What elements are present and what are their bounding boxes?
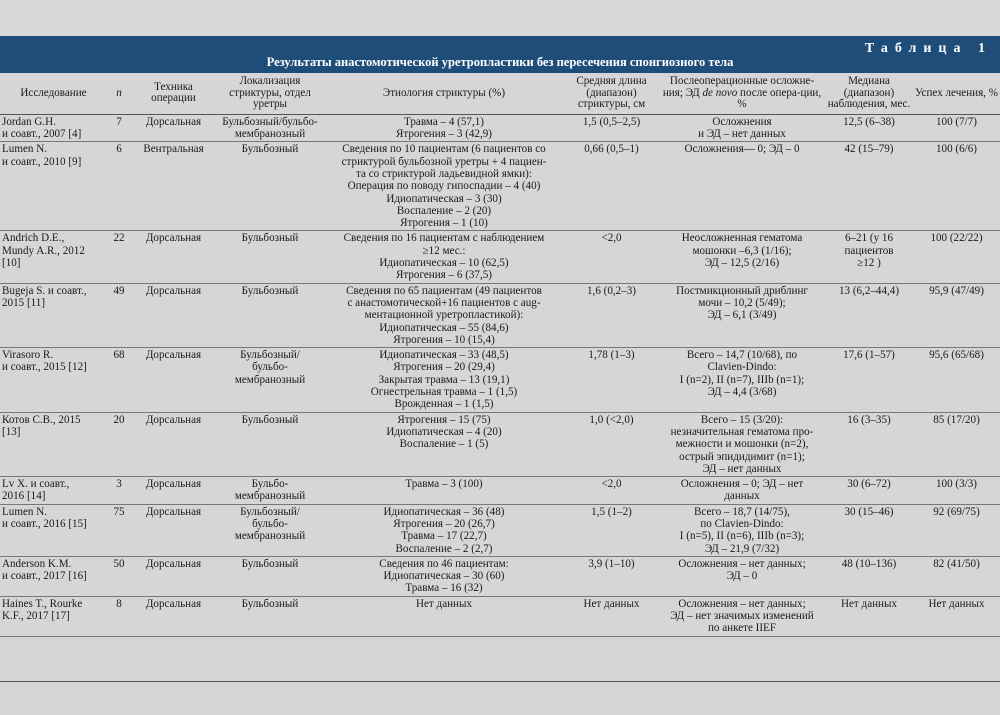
table-row xyxy=(0,231,1000,283)
cell-line: по Clavien-Dindo: xyxy=(700,517,784,530)
header-technique: Техника операции xyxy=(131,73,216,114)
cell-line: по анкете IIEF xyxy=(707,622,777,635)
cell-etiology xyxy=(324,231,564,283)
cell-line: и ЭД – нет данных xyxy=(698,128,786,141)
cell-line: острый эпидидимит (n=1); xyxy=(679,450,805,463)
cell-location xyxy=(216,348,324,412)
cell-line: Jordan G.H. xyxy=(2,115,56,128)
cell-line: Осложнения – 0; ЭД – нет xyxy=(680,478,804,491)
cell-etiology xyxy=(324,142,564,231)
cell-line: Всего – 15 (3/20): xyxy=(700,413,784,426)
cell-study xyxy=(0,114,107,142)
results-table-container xyxy=(0,73,1000,637)
header-n xyxy=(107,73,131,114)
cell-success: 100 (3/3) xyxy=(936,478,977,491)
cell-etiology xyxy=(324,596,564,636)
cell-line: 48 (10–136) xyxy=(841,557,897,570)
cell-study xyxy=(0,348,107,412)
cell-technique: Дорсальная xyxy=(145,597,202,610)
cell-median xyxy=(825,142,913,231)
table-number-label: Таблица 1 xyxy=(864,41,992,56)
results-table xyxy=(0,73,1000,637)
cell-complications xyxy=(659,114,825,142)
cell-line: Clavien-Dindo: xyxy=(707,361,777,374)
cell-n: 68 xyxy=(113,349,125,362)
cell-etiology xyxy=(324,504,564,556)
cell-line: Огнестрельная травма – 1 (1,5) xyxy=(370,386,518,399)
cell-success: 92 (69/75) xyxy=(933,505,980,518)
cell-location xyxy=(216,596,324,636)
cell-line: пациентов xyxy=(844,244,894,257)
cell-line: Ятрогения – 6 (37,5) xyxy=(396,269,492,282)
cell-n: 8 xyxy=(116,597,122,610)
cell-line: Воспаление – 2 (20) xyxy=(396,204,492,217)
table-title: Результаты анастомотической уретропластики без пересечения спонгиозного тела xyxy=(266,55,734,69)
cell-line: ЭД – 4,4 (3/68) xyxy=(707,386,777,399)
cell-n: 75 xyxy=(113,505,125,518)
cell-line: Ятрогения – 15 (75) xyxy=(397,413,491,426)
cell-line: Идиопатическая – 10 (62,5) xyxy=(379,257,509,270)
cell-median xyxy=(825,231,913,283)
cell-line: Бульбозный/ xyxy=(240,349,300,362)
cell-line: Bugeja S. и соавт., xyxy=(2,284,87,297)
cell-location xyxy=(216,114,324,142)
table-row xyxy=(0,283,1000,347)
cell-line: ЭД – 21,9 (7/32) xyxy=(704,542,780,555)
cell-complications xyxy=(659,596,825,636)
cell-success: 100 (22/22) xyxy=(930,232,983,245)
cell-line: ≥12 ) xyxy=(857,257,881,270)
cell-line: Бульбозный/ xyxy=(240,505,300,518)
cell-line: [13] xyxy=(2,425,21,438)
cell-line: Травма – 3 (100) xyxy=(405,478,483,491)
cell-median xyxy=(825,504,913,556)
cell-line: мочи – 10,2 (5/49); xyxy=(698,296,786,309)
cell-study xyxy=(0,412,107,476)
cell-line: Mundy A.R., 2012 xyxy=(2,244,85,257)
table-row xyxy=(0,142,1000,231)
cell-median xyxy=(825,556,913,596)
cell-n: 20 xyxy=(113,413,125,426)
cell-line: ЭД – нет данных xyxy=(702,462,782,475)
cell-line: мошонки –6,3 (1/16); xyxy=(692,244,792,257)
cell-line: 2016 [14] xyxy=(2,490,46,503)
cell-length: 1,6 (0,2–3) xyxy=(587,284,636,297)
cell-line: Haines T., Rourke xyxy=(2,597,83,610)
cell-line: Нет данных xyxy=(416,597,472,610)
cell-line: мембранозный xyxy=(234,490,306,503)
header-n-text: n xyxy=(116,86,122,99)
cell-line: Ятрогения – 3 (42,9) xyxy=(396,128,492,141)
header-location: Локализация стриктуры, отдел уретры xyxy=(216,73,324,114)
table-header-row xyxy=(0,73,1000,114)
header-success: Успех лечения, % xyxy=(913,73,1000,114)
cell-technique: Дорсальная xyxy=(145,557,202,570)
cell-line: Бульбозный xyxy=(241,143,299,156)
cell-line: межности и мошонки (n=2), xyxy=(675,438,809,451)
cell-line: Бульбозный xyxy=(241,232,299,245)
cell-line: Закрытая травма – 13 (19,1) xyxy=(378,373,510,386)
cell-study xyxy=(0,504,107,556)
cell-line: I (n=5), II (n=6), IIIb (n=3); xyxy=(679,530,805,543)
cell-line: Врожденная – 1 (1,5) xyxy=(394,398,494,411)
table-row xyxy=(0,114,1000,142)
cell-line: 13 (6,2–44,4) xyxy=(838,284,900,297)
cell-line: Сведения по 65 пациентам (49 пациентов xyxy=(346,284,542,297)
cell-line: и соавт., 2017 [16] xyxy=(2,570,87,583)
cell-study xyxy=(0,283,107,347)
cell-line: 42 (15–79) xyxy=(844,143,894,156)
cell-n: 3 xyxy=(116,478,122,491)
cell-line: ментационной уретропластикой): xyxy=(364,309,524,322)
cell-line: Идиопатическая – 55 (84,6) xyxy=(379,321,509,334)
cell-technique: Дорсальная xyxy=(145,115,202,128)
cell-length: 0,66 (0,5–1) xyxy=(584,143,639,156)
cell-line: Ятрогения – 20 (26,7) xyxy=(393,517,495,530)
cell-success: 95,9 (47/49) xyxy=(929,284,984,297)
cell-line: Lumen N. xyxy=(2,505,47,518)
cell-line: Нет данных xyxy=(841,597,897,610)
cell-technique: Дорсальная xyxy=(145,413,202,426)
cell-median xyxy=(825,412,913,476)
cell-median xyxy=(825,477,913,505)
cell-line: Бульбозный xyxy=(241,597,299,610)
cell-line: мембранозный xyxy=(234,128,306,141)
cell-length: 1,5 (0,5–2,5) xyxy=(582,115,641,128)
cell-line: Неосложненная гематома xyxy=(681,232,803,245)
cell-success: 100 (6/6) xyxy=(936,143,977,156)
cell-line: Сведения по 46 пациентам: xyxy=(379,557,509,570)
cell-line: 6–21 (у 16 xyxy=(844,232,894,245)
cell-technique: Дорсальная xyxy=(145,349,202,362)
cell-line: Воспаление – 2 (2,7) xyxy=(395,542,493,555)
cell-median xyxy=(825,114,913,142)
cell-line: Травма – 4 (57,1) xyxy=(404,115,484,128)
cell-study xyxy=(0,142,107,231)
cell-line: ЭД – 6,1 (3/49) xyxy=(707,309,777,322)
cell-line: Бульбозный xyxy=(241,557,299,570)
cell-line: Бульбо- xyxy=(251,478,289,491)
table-bottom-rule xyxy=(0,681,1000,682)
cell-line: Andrich D.E., xyxy=(2,232,65,245)
cell-success: 100 (7/7) xyxy=(936,115,977,128)
cell-line: Сведения по 10 пациентам (6 пациентов со xyxy=(342,143,546,156)
cell-line: ЭД – 12,5 (2/16) xyxy=(704,257,780,270)
cell-line: данных xyxy=(724,490,760,503)
cell-line: Осложнения – нет данных; xyxy=(678,557,806,570)
cell-line: Идиопатическая – 36 (48) xyxy=(383,505,505,518)
cell-location xyxy=(216,412,324,476)
header-length: Средняя длина (диапазон) стриктуры, см xyxy=(564,73,659,114)
cell-etiology xyxy=(324,556,564,596)
cell-line: Идиопатическая – 4 (20) xyxy=(386,425,502,438)
cell-line: бульбо-мембранозный xyxy=(234,361,306,386)
cell-etiology xyxy=(324,283,564,347)
cell-complications xyxy=(659,556,825,596)
cell-etiology xyxy=(324,114,564,142)
cell-n: 6 xyxy=(116,143,122,156)
cell-study xyxy=(0,556,107,596)
cell-line: Anderson K.M. xyxy=(2,557,72,570)
table-row xyxy=(0,556,1000,596)
cell-line: Virasoro R. xyxy=(2,349,54,362)
cell-complications xyxy=(659,504,825,556)
cell-median xyxy=(825,348,913,412)
cell-length: <2,0 xyxy=(601,232,622,245)
cell-line: Бульбозный xyxy=(241,284,299,297)
cell-line: 12,5 (6–38) xyxy=(843,115,895,128)
cell-length: 1,5 (1–2) xyxy=(591,505,632,518)
cell-line: Сведения по 16 пациентам с наблюдением xyxy=(343,232,545,245)
cell-line: та со стриктурой ладьевидной ямки): xyxy=(356,167,532,180)
cell-complications xyxy=(659,412,825,476)
cell-line: Идиопатическая – 30 (60) xyxy=(383,570,505,583)
cell-n: 7 xyxy=(116,115,122,128)
cell-line: Ятрогения – 1 (10) xyxy=(400,217,488,230)
cell-line: Воспаление – 1 (5) xyxy=(399,438,489,451)
cell-location xyxy=(216,504,324,556)
cell-line: Ятрогения – 20 (29,4) xyxy=(393,361,495,374)
page-top-margin xyxy=(0,0,1000,36)
cell-line: K.F., 2017 [17] xyxy=(2,610,70,623)
cell-line: ≥12 мес.: xyxy=(422,244,466,257)
cell-complications xyxy=(659,477,825,505)
cell-line: Осложнения— 0; ЭД – 0 xyxy=(684,143,800,156)
table-row xyxy=(0,477,1000,505)
table-row xyxy=(0,504,1000,556)
cell-technique: Вентральная xyxy=(143,143,204,156)
cell-line: ЭД – 0 xyxy=(726,570,758,583)
table-body xyxy=(0,114,1000,636)
cell-technique: Дорсальная xyxy=(145,478,202,491)
cell-complications xyxy=(659,142,825,231)
cell-study xyxy=(0,477,107,505)
cell-length: 1,78 (1–3) xyxy=(588,349,635,362)
table-row xyxy=(0,412,1000,476)
cell-n: 49 xyxy=(113,284,125,297)
cell-median xyxy=(825,283,913,347)
cell-location xyxy=(216,556,324,596)
cell-etiology xyxy=(324,348,564,412)
cell-line: I (n=2), II (n=7), IIIb (n=1); xyxy=(679,373,805,386)
header-complications-part-a: Послеоперационные осложне-ния; ЭД xyxy=(662,75,815,99)
cell-line: ЭД – нет значимых изменений xyxy=(670,610,814,623)
cell-success: 95,6 (65/68) xyxy=(929,349,984,362)
cell-complications xyxy=(659,283,825,347)
cell-location xyxy=(216,477,324,505)
cell-line: Lv X. и соавт., xyxy=(2,478,70,491)
cell-line: Осложнения – нет данных; xyxy=(678,597,806,610)
table-row xyxy=(0,348,1000,412)
header-complications-de-novo: de novo xyxy=(702,86,738,99)
cell-line: Операция по поводу гипоспадии – 4 (40) xyxy=(347,180,541,193)
cell-location xyxy=(216,231,324,283)
cell-line: и соавт., 2010 [9] xyxy=(2,155,82,168)
cell-line: с анастомотической+16 пациентов с аug- xyxy=(347,296,541,309)
cell-study xyxy=(0,596,107,636)
cell-study xyxy=(0,231,107,283)
cell-success: 82 (41/50) xyxy=(933,557,980,570)
cell-technique: Дорсальная xyxy=(145,505,202,518)
header-study: Исследование xyxy=(0,73,107,114)
cell-line: Идиопатическая – 33 (48,5) xyxy=(379,349,509,362)
cell-line: Осложнения xyxy=(712,115,772,128)
cell-line: 30 (6–72) xyxy=(847,478,891,491)
cell-length: 3,9 (1–10) xyxy=(588,557,635,570)
cell-line: Всего – 18,7 (14/75), xyxy=(694,505,790,518)
cell-line: Lumen N. xyxy=(2,143,47,156)
cell-line: Бульбозный/бульбо- xyxy=(222,115,318,128)
cell-line: Котов С.В., 2015 xyxy=(2,413,81,426)
cell-line: [10] xyxy=(2,257,21,270)
header-complications xyxy=(659,73,825,114)
cell-n: 22 xyxy=(113,232,125,245)
cell-location xyxy=(216,283,324,347)
cell-length: Нет данных xyxy=(583,597,640,610)
cell-n: 50 xyxy=(113,557,125,570)
cell-technique: Дорсальная xyxy=(145,232,202,245)
cell-etiology xyxy=(324,477,564,505)
header-complications-part-b: после опера-ции, % xyxy=(737,86,822,111)
cell-median xyxy=(825,596,913,636)
header-median: Медиана (диапазон) наблюдения, мес. xyxy=(825,73,913,114)
cell-line: Ятрогения – 10 (15,4) xyxy=(393,333,495,346)
cell-success: Нет данных xyxy=(928,597,985,610)
cell-line: бульбо-мембранозный xyxy=(234,517,306,543)
table-title-bar xyxy=(0,36,1000,73)
cell-line: и соавт., 2016 [15] xyxy=(2,517,87,530)
table-row xyxy=(0,596,1000,636)
cell-line: Бульбозный xyxy=(241,413,299,426)
cell-line: 16 (3–35) xyxy=(847,413,891,426)
cell-complications xyxy=(659,348,825,412)
cell-line: 30 (15–46) xyxy=(844,505,894,518)
cell-length: 1,0 (<2,0) xyxy=(589,413,634,426)
cell-line: Травма – 16 (32) xyxy=(405,582,483,595)
cell-line: незначительная гематома про- xyxy=(670,425,814,438)
cell-line: Всего – 14,7 (10/68), по xyxy=(686,349,798,362)
cell-technique: Дорсальная xyxy=(145,284,202,297)
cell-line: Идиопатическая – 3 (30) xyxy=(386,192,502,205)
cell-success: 85 (17/20) xyxy=(933,413,980,426)
cell-line: и соавт., 2007 [4] xyxy=(2,128,82,141)
cell-line: 17,6 (1–57) xyxy=(843,349,895,362)
cell-line: Постмикционный дриблинг xyxy=(676,284,808,297)
cell-line: и соавт., 2015 [12] xyxy=(2,361,87,374)
cell-location xyxy=(216,142,324,231)
cell-etiology xyxy=(324,412,564,476)
cell-line: 2015 [11] xyxy=(2,296,46,309)
cell-complications xyxy=(659,231,825,283)
cell-line: стриктурой бульбозной уретры + 4 пациен- xyxy=(341,155,547,168)
header-etiology: Этиология стриктуры (%) xyxy=(324,73,564,114)
cell-length: <2,0 xyxy=(601,478,622,491)
cell-line: Травма – 17 (22,7) xyxy=(401,530,487,543)
